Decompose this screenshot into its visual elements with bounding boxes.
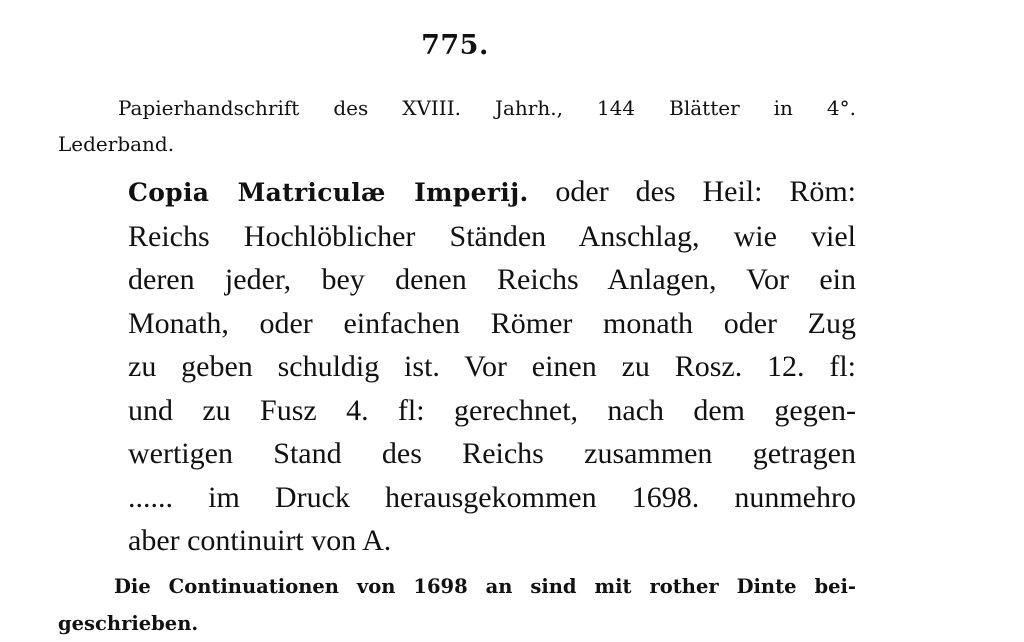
description-line-2: Lederband. bbox=[58, 132, 175, 156]
entry-line-1-rest: oder des Heil: Röm: bbox=[555, 175, 857, 208]
entry-line-7: wertigen Stand des Reichs zusammen getragen bbox=[128, 437, 856, 470]
entry-line-3: deren jeder, bey denen Reichs Anlagen, Vor ein bbox=[128, 263, 856, 296]
entry-line-2: Reichs Hochlöblicher Ständen Anschlag, wie viel bbox=[128, 219, 856, 253]
entry-line-9: aber continuirt von A. bbox=[128, 524, 392, 557]
entry-line-5: zu geben schuldig ist. Vor einen zu Rosz. 12. fl: bbox=[128, 350, 856, 383]
page-number: 775. bbox=[421, 30, 489, 61]
entry-title: Copia Matriculæ Imperij. bbox=[128, 178, 529, 207]
entry-line-1 bbox=[128, 170, 856, 215]
description-line-1: Papierhandschrift des XVIII. Jahrh., 144 Blätter in 4°. bbox=[118, 96, 856, 120]
note-line-1: Die Continuationen von 1698 an sind mit rother Dinte bei- bbox=[114, 575, 856, 598]
entry-text bbox=[128, 170, 856, 563]
entry-line-4: Monath, oder einfachen Römer monath oder Zug bbox=[128, 306, 856, 340]
continuation-note bbox=[58, 568, 856, 642]
entry-line-8: ...... im Druck herausgekommen 1698. nunmehro bbox=[128, 480, 856, 514]
manuscript-description bbox=[58, 90, 856, 162]
note-line-2: geschrieben. bbox=[58, 612, 199, 635]
entry-line-6: und zu Fusz 4. fl: gerechnet, nach dem gegen- bbox=[128, 393, 856, 427]
